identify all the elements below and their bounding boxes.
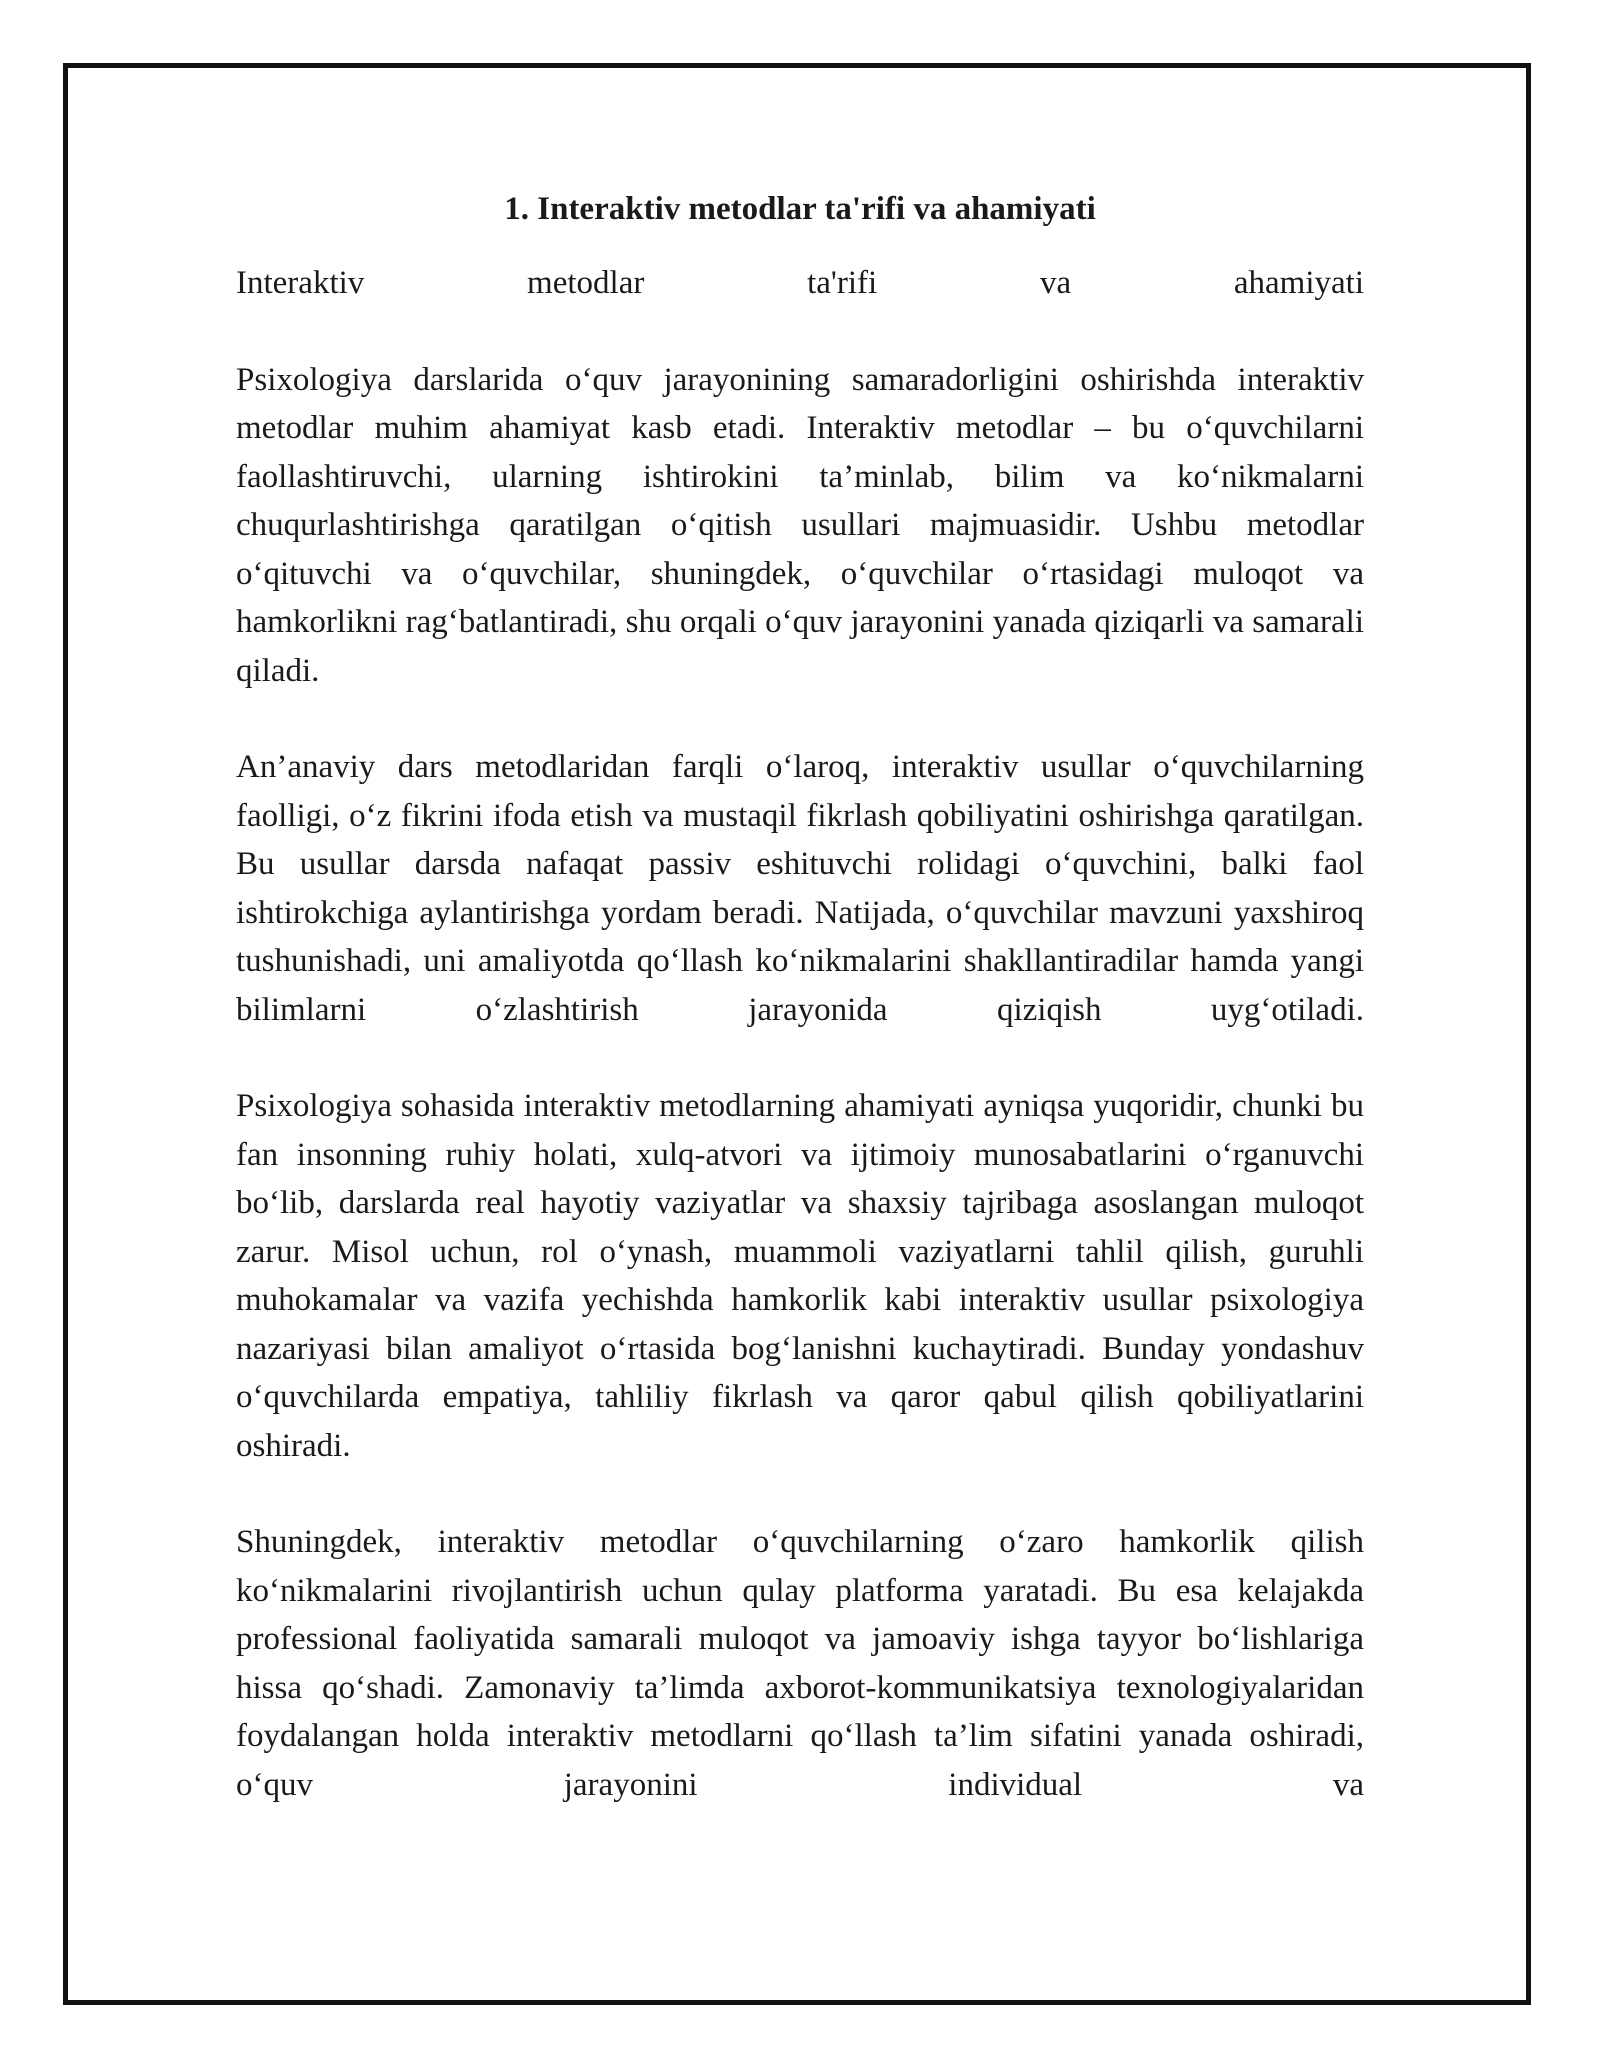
paragraph-4: Shuningdek, interaktiv metodlar o‘quvchilarning o‘zaro hamkorlik qilish ko‘nikmalarini rivojlantirish uchun qulay platforma yaratadi. Bu esa kelajakda professional faoliyatida samarali muloqot va jamoaviy ishga tayyor bo‘lishlariga hissa qo‘shadi. Zamonaviy ta’limda axborot-kommunikatsiya texnologiyalaridan foydalangan holda interaktiv metodlarni qo‘llash ta’lim sifatini yanada oshiradi, o‘quv jarayonini individual va <box>236 1524 1364 1803</box>
paragraph-3: Psixologiya sohasida interaktiv metodlarning ahamiyati ayniqsa yuqoridir, chunki bu fan insonning ruhiy holati, xulq-atvori va ijtimoiy munosabatlarini o‘rganuvchi bo‘lib, darslarda real hayotiy vaziyatlar va shaxsiy tajribaga asoslangan muloqot zarur. Misol uchun, rol o‘ynash, muammoli vaziyatlarni tahlil qilish, guruhli muhokamalar va vazifa yechishda hamkorlik kabi interaktiv usullar psixologiya nazariyasi bilan amaliyot o‘rtasida bog‘lanishni kuchaytiradi. Bunday yondashuv o‘quvchilarda empatiya, tahliliy fikrlash va qaror qabul qilish qobiliyatlarini oshiradi. <box>236 1088 1364 1464</box>
paragraph-1: Psixologiya darslarida o‘quv jarayonining samaradorligini oshirishda interaktiv metodlar muhim ahamiyat kasb etadi. Interaktiv metodlar – bu o‘quvchilarni faollashtiruvchi, ularning ishtirokini ta’minlab, bilim va ko‘nikmalarni chuqurlashtirishga qaratilgan o‘qitish usullari majmuasidir. Ushbu metodlar o‘qituvchi va o‘quvchilar, shuningdek, o‘quvchilar o‘rtasidagi muloqot va hamkorlikni rag‘batlantiradi, shu orqali o‘quv jarayonini yanada qiziqarli va samarali qiladi. <box>236 361 1364 689</box>
section-subtitle: Interaktiv metodlar ta'rifi va ahamiyati <box>236 265 1364 301</box>
paragraph-2: An’anaviy dars metodlaridan farqli o‘laroq, interaktiv usullar o‘quvchilarning faolligi, o‘z fikrini ifoda etish va mustaqil fikrlash qobiliyatini oshirishga qaratilgan. Bu usullar darsda nafaqat passiv eshituvchi rolidagi o‘quvchini, balki faol ishtirokchiga aylantirishga yordam beradi. Natijada, o‘quvchilar mavzuni yaxshiroq tushunishadi, uni amaliyotda qo‘llash ko‘nikmalarini shakllantiradilar hamda yangi bilimlarni o‘zlashtirish jarayonida qiziqish uyg‘otiladi. <box>236 749 1364 1028</box>
section-title: 1. Interaktiv metodlar ta'rifi va ahamiyati <box>504 191 1096 227</box>
document-body <box>236 185 1364 1809</box>
